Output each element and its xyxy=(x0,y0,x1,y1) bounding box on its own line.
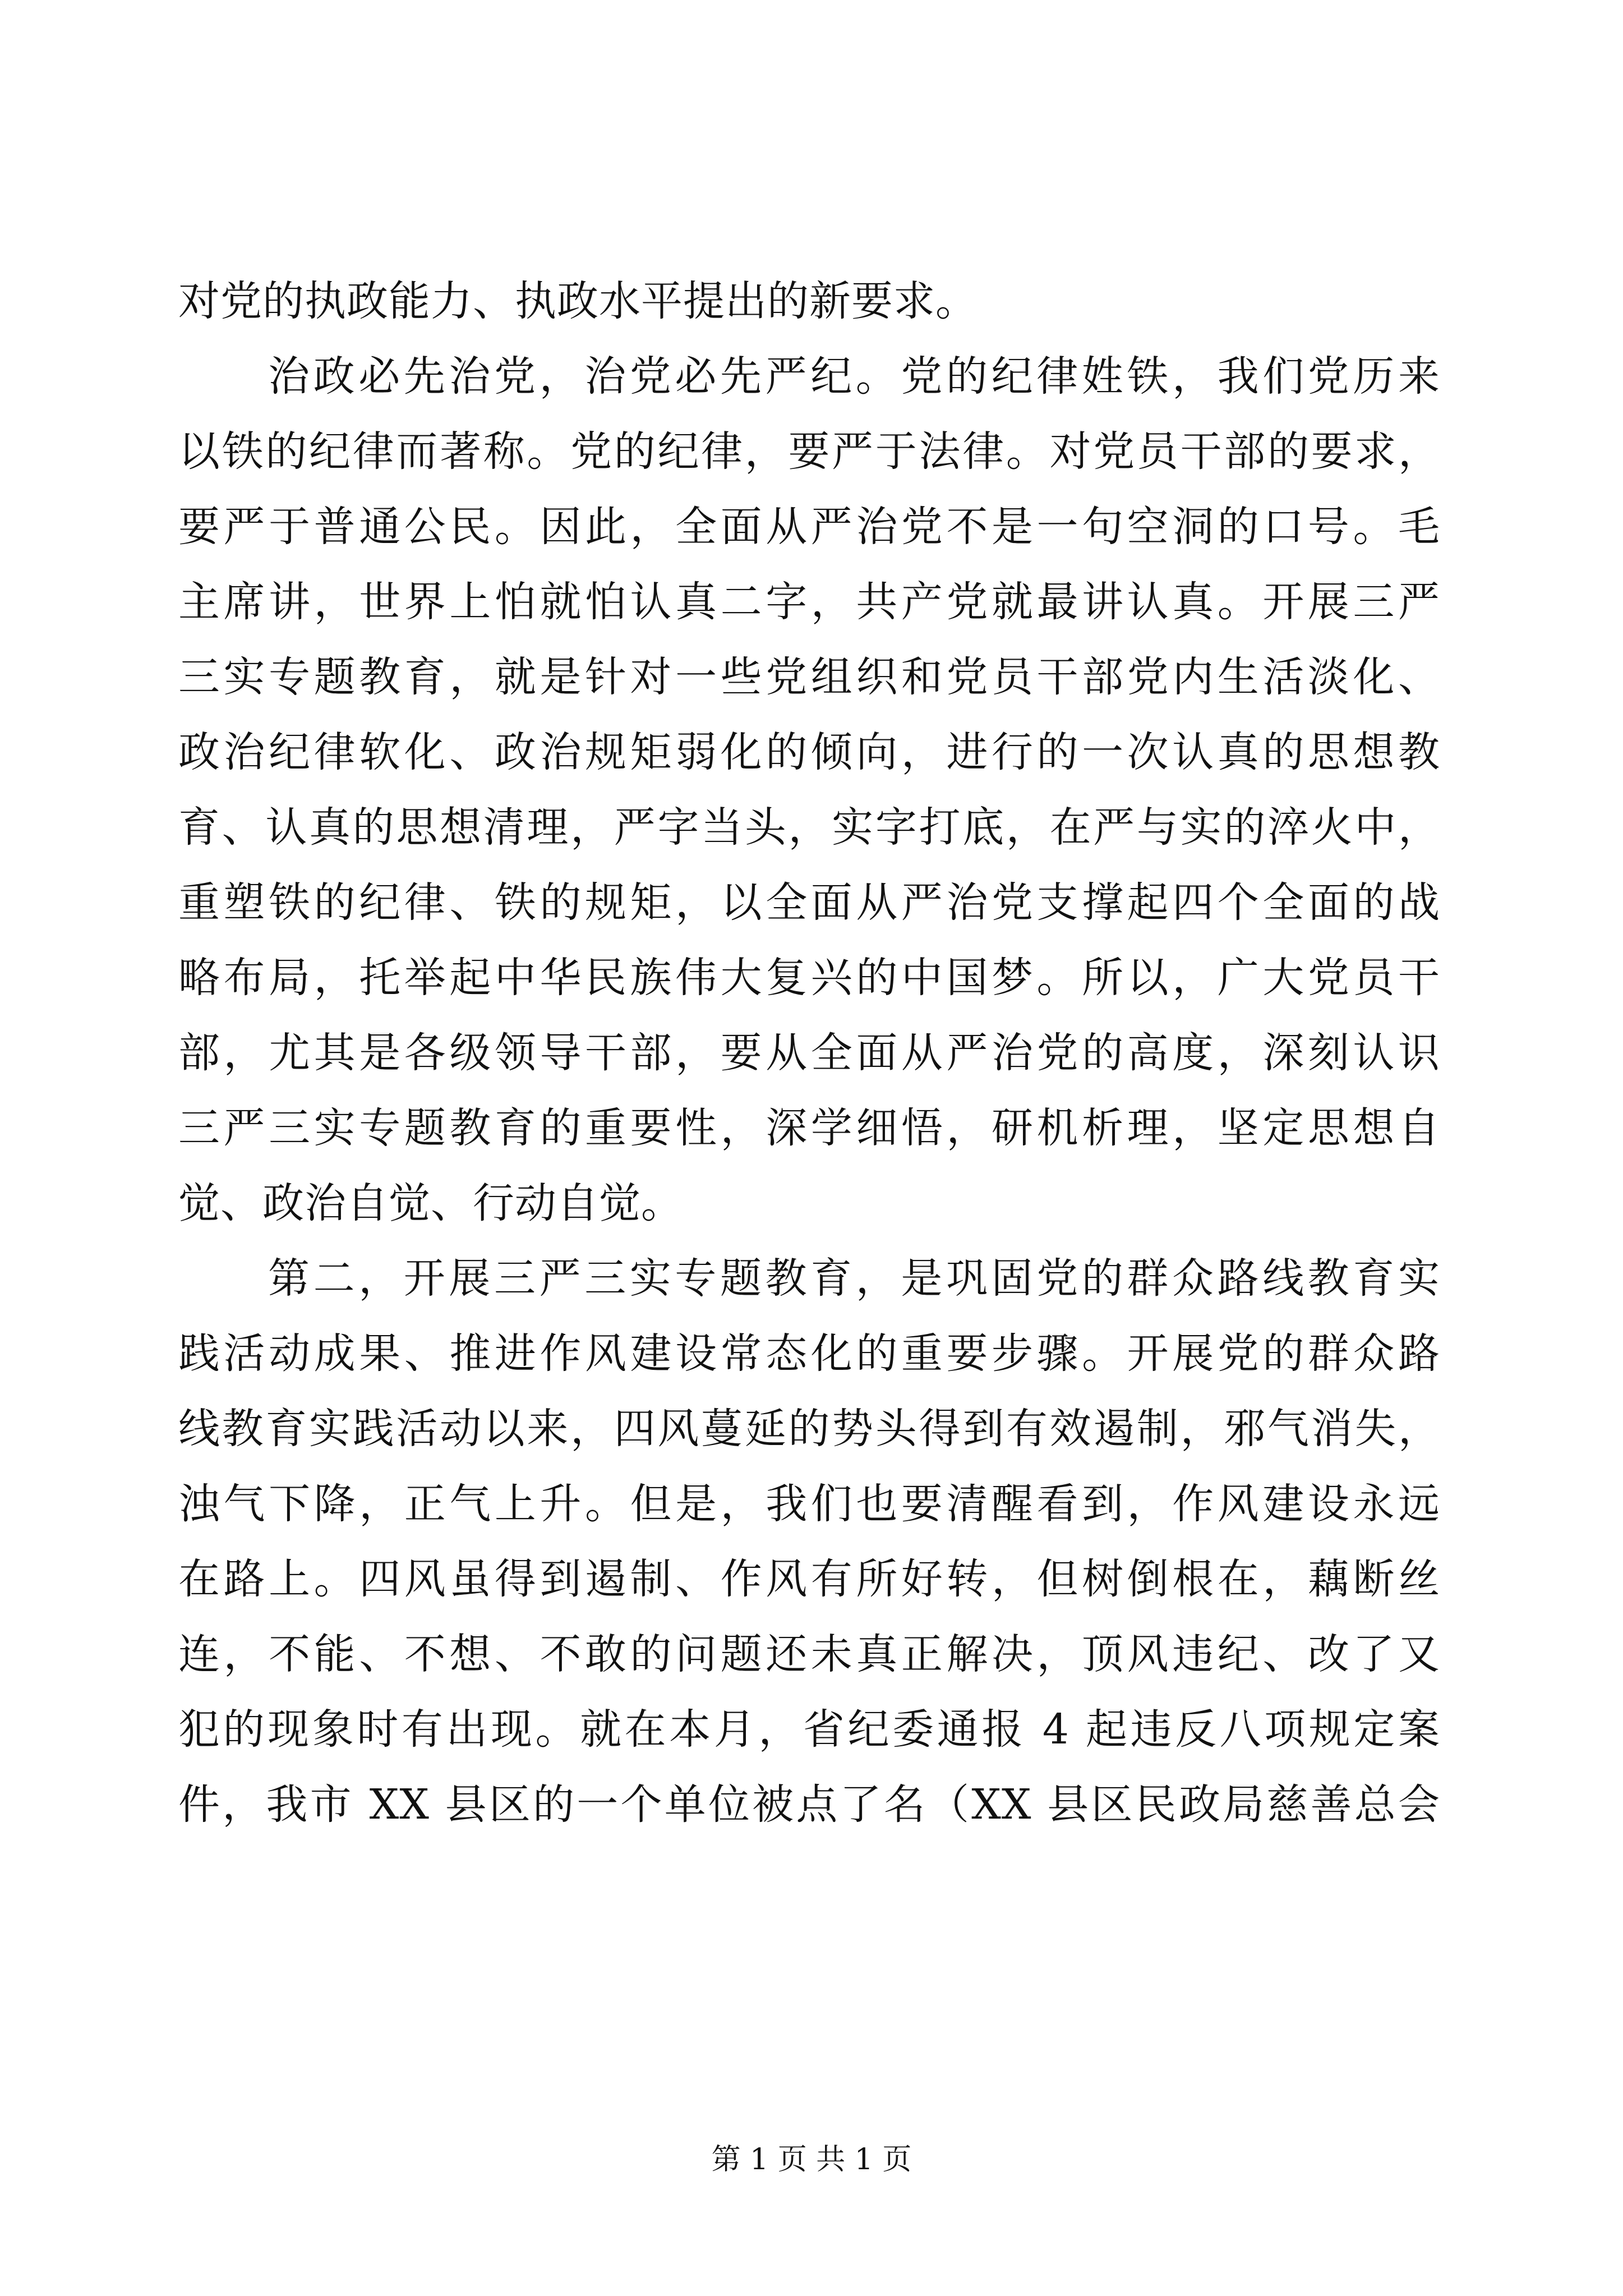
page-footer: 第 1 页 共 1 页 xyxy=(711,2143,912,2177)
text-line: 以铁的纪律而著称。党的纪律，要严于法律。对党员干部的要求， xyxy=(178,427,1440,476)
text-line: 线教育实践活动以来，四风蔓延的势头得到有效遏制，邪气消失， xyxy=(178,1405,1440,1453)
text-line: 育、认真的思想清理，严字当头，实字打底，在严与实的淬火中， xyxy=(178,803,1440,852)
text-line: 犯的现象时有出现。就在本月，省纪委通报 4 起违反八项规定案 xyxy=(178,1705,1440,1754)
text-line: 浊气下降，正气上升。但是，我们也要清醒看到，作风建设永远 xyxy=(178,1480,1440,1528)
text-line: 在路上。四风虽得到遏制、作风有所好转，但树倒根在，藕断丝 xyxy=(178,1555,1440,1603)
text-line: 治政必先治党，治党必先严纪。党的纪律姓铁，我们党历来 xyxy=(268,352,1440,401)
text-line: 践活动成果、推进作风建设常态化的重要步骤。开展党的群众路 xyxy=(178,1329,1440,1378)
text-line: 对党的执政能力、执政水平提出的新要求。 xyxy=(178,277,978,325)
text-line: 三实专题教育，就是针对一些党组织和党员干部党内生活淡化、 xyxy=(178,653,1440,701)
text-line: 政治纪律软化、政治规矩弱化的倾向，进行的一次认真的思想教 xyxy=(178,728,1440,776)
text-line: 件，我市 XX 县区的一个单位被点了名（XX 县区民政局慈善总会 xyxy=(178,1780,1440,1829)
text-line: 主席讲，世界上怕就怕认真二字，共产党就最讲认真。开展三严 xyxy=(178,578,1440,626)
body-text xyxy=(178,264,1440,1842)
text-line: 要严于普通公民。因此，全面从严治党不是一句空洞的口号。毛 xyxy=(178,503,1440,551)
text-line: 连，不能、不想、不敢的问题还未真正解决，顶风违纪、改了又 xyxy=(178,1630,1440,1678)
text-line: 重塑铁的纪律、铁的规矩，以全面从严治党支撑起四个全面的战 xyxy=(178,878,1440,927)
text-line: 部，尤其是各级领导干部，要从全面从严治党的高度，深刻认识 xyxy=(178,1029,1440,1077)
text-line: 觉、政治自觉、行动自觉。 xyxy=(178,1179,683,1227)
text-line: 略布局，托举起中华民族伟大复兴的中国梦。所以，广大党员干 xyxy=(178,954,1440,1002)
text-line: 第二，开展三严三实专题教育，是巩固党的群众路线教育实 xyxy=(268,1254,1440,1303)
text-line: 三严三实专题教育的重要性，深学细悟，研机析理，坚定思想自 xyxy=(178,1104,1440,1152)
